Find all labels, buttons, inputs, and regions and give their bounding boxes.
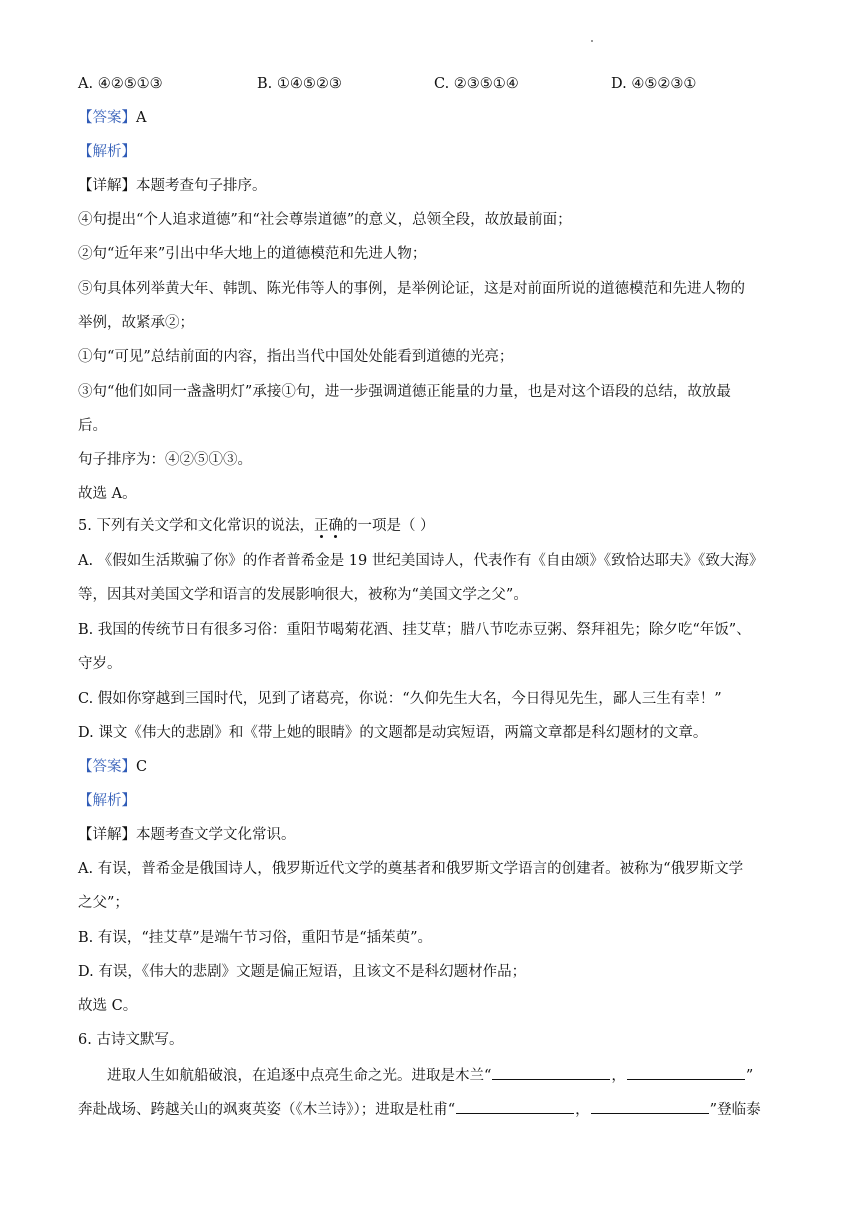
- fill-blank[interactable]: [492, 1065, 610, 1080]
- q6-paragraph-line: [78, 1099, 792, 1120]
- q4-line: ⑤句具体列举黄大年、韩凯、陈光伟等人的事例，是举例论证，这是对前面所说的道德模范和先进人物的: [78, 281, 745, 297]
- scan-dot: [591, 40, 593, 42]
- answer-tag: 【答案】: [78, 759, 136, 775]
- q5-detail-line: 之父”；: [78, 895, 129, 911]
- q6-text: ”登临泰: [709, 1102, 761, 1118]
- answer-value: A: [136, 110, 147, 126]
- q6-text: 奔赴战场、跨越关山的飒爽英姿（《木兰诗》）；进取是杜甫“: [78, 1102, 456, 1118]
- q5-stem-before: 5. 下列有关文学和文化常识的说法，: [78, 518, 314, 534]
- answer-value: C: [136, 759, 148, 775]
- detail-text: 本题考查文学文化常识。: [136, 827, 296, 843]
- q4-line: 举例，故紧承②；: [78, 315, 194, 331]
- emphasis-char: 正: [313, 518, 329, 534]
- q5-option-line: C. 假如你穿越到三国时代，见到了诸葛亮，你说：“久仰先生大名，今日得见先生，鄙人三生有幸！”: [78, 691, 722, 707]
- q5-analysis-heading: [78, 791, 792, 811]
- q4-line: 故选 A。: [78, 486, 137, 502]
- q6-separator: ，: [575, 1102, 590, 1118]
- q4-detail: [78, 176, 792, 196]
- q5-option-line: 等，因其对美国文学和语言的发展影响很大，被称为“美国文学之父”。: [78, 587, 528, 603]
- detail-text: 本题考查句子排序。: [136, 178, 267, 194]
- detail-tag: 【详解】: [78, 827, 136, 843]
- analysis-tag: 【解析】: [78, 793, 136, 809]
- fill-blank[interactable]: [456, 1099, 574, 1114]
- q4-answer: [78, 108, 792, 128]
- analysis-tag: 【解析】: [78, 144, 136, 160]
- q5-detail-line: 故选 C。: [78, 998, 138, 1014]
- q4-option-c: C. ②③⑤①④: [434, 76, 519, 92]
- q5-option-line: D. 课文《伟大的悲剧》和《带上她的眼睛》的文题都是动宾短语，两篇文章都是科幻题材的文章。: [78, 725, 708, 741]
- q4-line: 句子排序为：④②⑤①③。: [78, 452, 252, 468]
- answer-tag: 【答案】: [78, 110, 136, 126]
- detail-tag: 【详解】: [78, 178, 136, 194]
- q5-detail: [78, 825, 792, 845]
- q5-stem-after: 的一项是（ ）: [342, 518, 435, 534]
- q5-detail-line: D. 有误，《伟大的悲剧》文题是偏正短语，且该文不是科幻题材作品；: [78, 964, 527, 980]
- q5-detail-line: B. 有误，“挂艾草”是端午节习俗，重阳节是“插茱萸”。: [78, 930, 433, 946]
- q4-line: ①句“可见”总结前面的内容，指出当代中国处处能看到道德的光亮；: [78, 349, 514, 365]
- q5-detail-line: A. 有误，普希金是俄国诗人，俄罗斯近代文学的奠基者和俄罗斯文学语言的创建者。被称为“俄罗斯文学: [78, 861, 744, 877]
- q5-option-line: 守岁。: [78, 656, 122, 672]
- q6-separator: ，: [611, 1068, 626, 1084]
- q4-line: 后。: [78, 418, 107, 434]
- q4-line: ②句“近年来”引出中华大地上的道德模范和先进人物；: [78, 246, 427, 262]
- q4-option-b: B. ①④⑤②③: [257, 76, 342, 92]
- q4-line: ③句“他们如同一盏盏明灯”承接①句，进一步强调道德正能量的力量，也是对这个语段的总结，故放最: [78, 384, 731, 400]
- q5-answer: [78, 757, 792, 777]
- q6-stem: 6. 古诗文默写。: [78, 1032, 184, 1048]
- q4-analysis-heading: [78, 142, 792, 162]
- emphasis-char: 确: [328, 518, 343, 534]
- fill-blank[interactable]: [627, 1065, 745, 1080]
- q5-option-line: A. 《假如生活欺骗了你》的作者普希金是 19 世纪美国诗人，代表作有《自由颂》《致恰达耶夫》《致大海》: [78, 553, 764, 569]
- q4-options-row: [78, 74, 792, 94]
- q4-option-a: A. ④②⑤①③: [78, 76, 163, 92]
- q6-text: ”: [745, 1068, 754, 1084]
- q5-stem: [78, 516, 792, 536]
- q6-paragraph-line: [107, 1065, 792, 1086]
- fill-blank[interactable]: [591, 1099, 709, 1114]
- q6-text: 进取人生如航船破浪，在追逐中点亮生命之光。进取是木兰“: [107, 1068, 492, 1084]
- q4-option-d: D. ④⑤②③①: [611, 76, 697, 92]
- q5-option-line: B. 我国的传统节日有很多习俗：重阳节喝菊花酒、挂艾草；腊八节吃赤豆粥、祭拜祖先；除夕吃“年饭”、: [78, 622, 751, 638]
- q4-line: ④句提出“个人追求道德”和“社会尊崇道德”的意义，总领全段，故放最前面；: [78, 212, 572, 228]
